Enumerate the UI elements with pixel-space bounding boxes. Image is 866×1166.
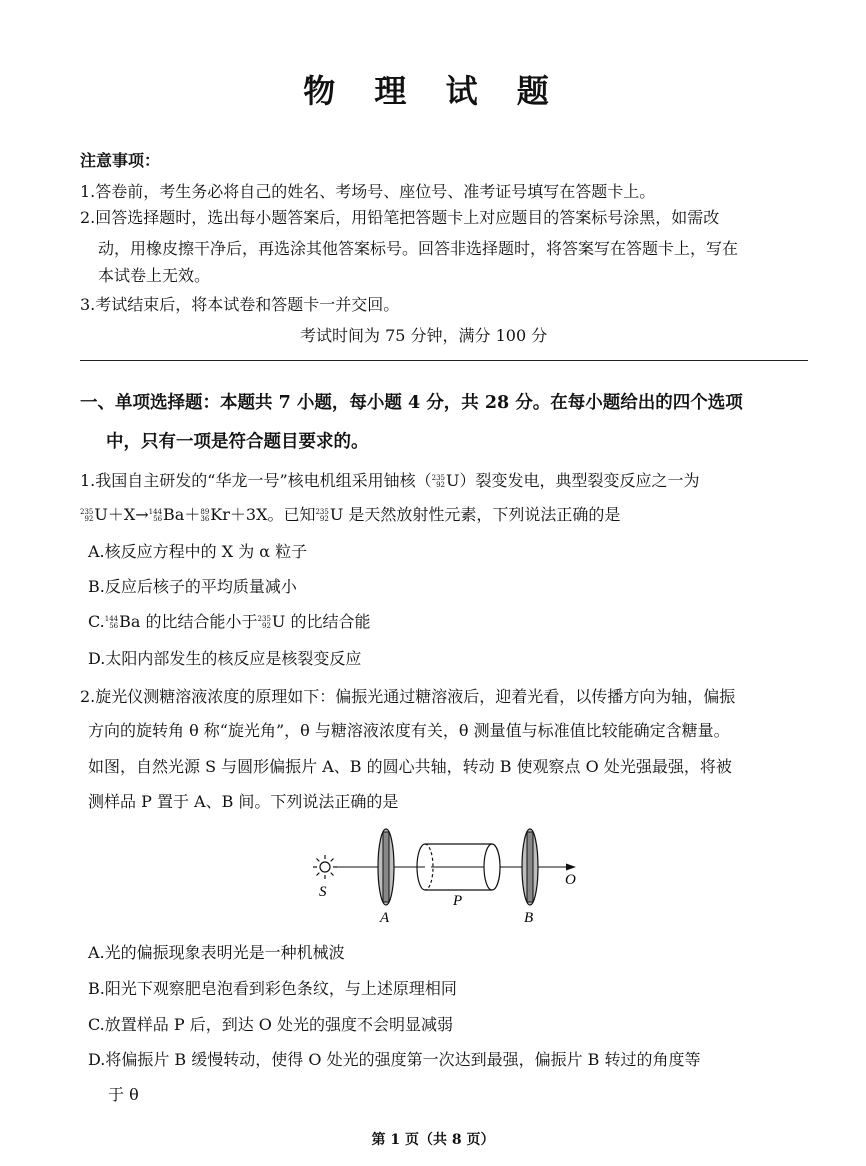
q1-stem-text-a: 1.我国自主研发的“华龙一号”核电机组采用铀核（: [80, 471, 432, 490]
nuclide-u235: 235 92: [315, 507, 329, 523]
q2-stem-line2: 方向的旋转角 θ 称“旋光角”，θ 与糖溶液浓度有关，θ 测量值与标准值比较能确定含糖量。: [88, 721, 730, 740]
nuclide-kr89: 89 36: [200, 507, 210, 523]
q2-option-c: C.放置样品 P 后，到达 O 处光的强度不会明显减弱: [88, 1015, 453, 1034]
notice-item-2-cont: 动，用橡皮擦干净后，再选涂其他答案标号。回答非选择题时，将答案写在答题卡上，写在: [98, 239, 739, 258]
q2-option-a: A.光的偏振现象表明光是一种机械波: [88, 943, 345, 962]
q1-option-c: C. 144 56 Ba 的比结合能小于 235 92 U 的比结合能: [88, 612, 371, 631]
q1-equation-c: Kr＋3X。已知: [210, 505, 316, 524]
polarizer-a: [378, 829, 394, 905]
section-heading-cont: 中，只有一项是符合题目要求的。: [106, 432, 369, 452]
page-title: 物 理 试 题: [303, 72, 563, 110]
nuclide-ba144: 144 56: [104, 614, 119, 630]
nuclide-u235: 235 92: [257, 614, 271, 630]
q2-stem-line1: 2.旋光仪测糖溶液浓度的原理如下：偏振光通过糖溶液后，迎着光看，以传播方向为轴，偏振: [80, 687, 736, 706]
q1-option-d: D.太阳内部发生的核反应是核裂变反应: [88, 649, 362, 668]
q2-option-d-cont: 于 θ: [108, 1085, 139, 1104]
q2-option-d: D.将偏振片 B 缓慢转动，使得 O 处光的强度第一次达到最强，偏振片 B 转过的角度等: [88, 1050, 701, 1069]
q1-stem-line2: [80, 502, 620, 525]
q2-stem-line4: 测样品 P 置于 A、B 间。下列说法正确的是: [88, 792, 399, 811]
light-source-icon: [313, 855, 337, 879]
q1-option-b: B.反应后核子的平均质量减小: [88, 577, 297, 596]
q1-equation-b: Ba＋: [163, 505, 201, 524]
q1-stem-end: U 是天然放射性元素，下列说法正确的是: [329, 505, 621, 524]
exam-time-info: 考试时间为 75 分钟，满分 100 分: [300, 326, 548, 345]
notice-heading: 注意事项：: [80, 151, 161, 170]
notice-item-1: 1.答卷前，考生务必将自己的姓名、考场号、座位号、准考证号填写在答题卡上。: [80, 182, 656, 201]
notice-item-2-cont2: 本试卷上无效。: [98, 266, 211, 285]
nuclide-ba144: 144 56: [148, 507, 163, 523]
label-s: S: [319, 884, 327, 900]
nuclide-u235: 235 92: [431, 473, 446, 489]
section-heading: 一、单项选择题：本题共 7 小题，每小题 4 分，共 28 分。在每小题给出的四个选项: [80, 393, 743, 413]
page-footer: 第 1 页（共 8 页）: [371, 1132, 495, 1148]
label-p: P: [453, 893, 463, 909]
q1-option-a: A.核反应方程中的 X 为 α 粒子: [88, 542, 308, 561]
q1-equation-a: U＋X→: [94, 505, 149, 524]
axis-arrow-icon: [566, 864, 576, 871]
notice-item-2: 2.回答选择题时，选出每小题答案后，用铅笔把答题卡上对应题目的答案标号涂黑，如需改: [80, 208, 720, 227]
q1-stem-text-b: U）裂变发电，典型裂变反应之一为: [446, 471, 700, 490]
notice-item-3: 3.考试结束后，将本试卷和答题卡一并交回。: [80, 295, 400, 314]
polarizer-b: [522, 829, 538, 905]
q1-stem-line1: [80, 468, 700, 491]
label-o: O: [565, 872, 576, 888]
divider: [80, 360, 808, 361]
polarimeter-diagram: [300, 822, 600, 930]
q2-option-b: B.阳光下观察肥皂泡看到彩色条纹，与上述原理相同: [88, 979, 457, 998]
label-b: B: [524, 910, 534, 926]
label-a: A: [380, 910, 390, 926]
q2-stem-line3: 如图，自然光源 S 与圆形偏振片 A、B 的圆心共轴，转动 B 使观察点 O 处光强最强，将被: [88, 757, 732, 776]
nuclide-u235: 235 92: [80, 507, 94, 523]
